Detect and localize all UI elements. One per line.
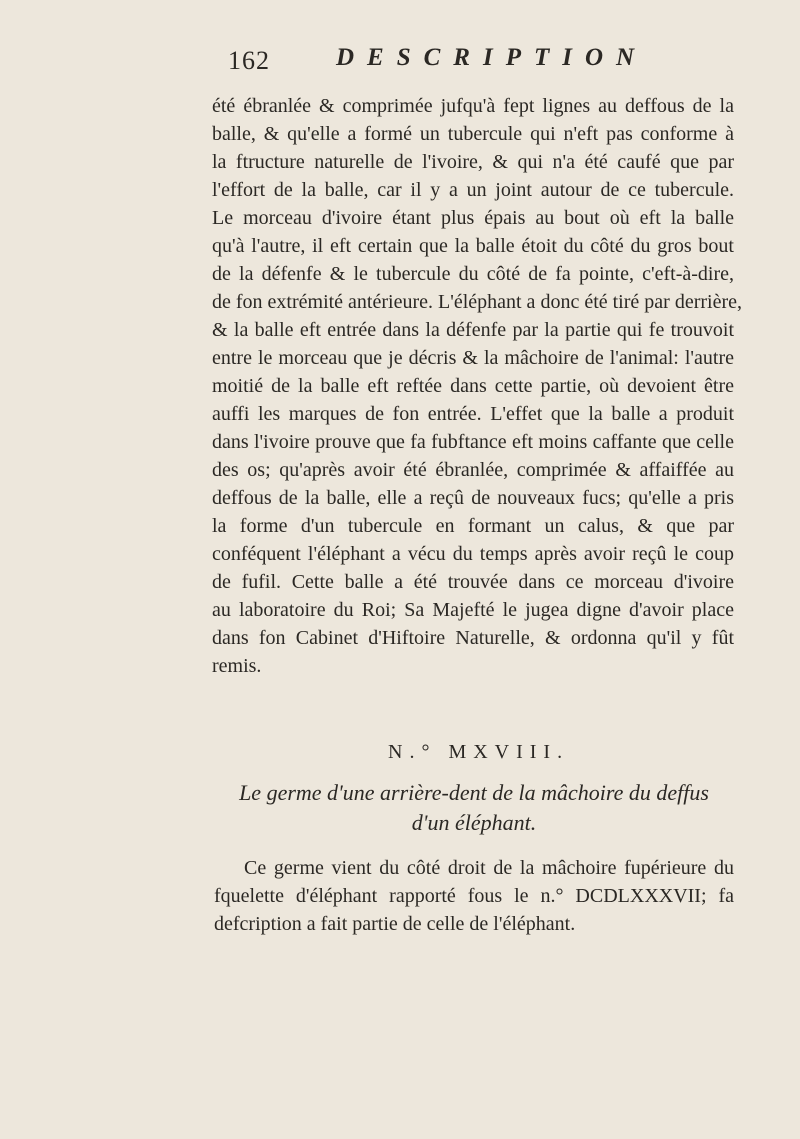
text-line: Le morceau d'ivoire étant plus épais au bout où eft la balle [212,207,734,229]
text-line: deffous de la balle, elle a reçû de nouveaux fucs; qu'elle a pris [212,487,734,509]
text-line: la forme d'un tubercule en formant un calus, & que par [212,515,734,537]
text-line: balle, & qu'elle a formé un tubercule qui n'eft pas conforme à [212,123,734,145]
text-line: remis. [212,655,262,677]
page-header [228,44,648,84]
text-line: au laboratoire du Roi; Sa Majefté le jugea digne d'avoir place [212,599,734,621]
section-title-line: d'un éléphant. [411,810,537,835]
section-title-line: Le germe d'une arrière-dent de la mâchoire du deffus [239,780,709,805]
main-paragraph [212,92,742,680]
text-line: de la défenfe & le tubercule du côté de fa pointe, c'eft-à-dire, [212,263,734,285]
text-line: fquelette d'éléphant rapporté fous le n.° DCDLXXXVII; fa [214,885,734,907]
text-line: de fufil. Cette balle a été trouvée dans ce morceau d'ivoire [212,571,734,593]
text-line: la ftructure naturelle de l'ivoire, & qui n'a été caufé que par [212,151,734,173]
text-line: dans l'ivoire prouve que fa fubftance eft moins caffante que celle [212,431,734,453]
text-line: de fon extrémité antérieure. L'éléphant a donc été tiré par derrière, [212,291,742,313]
text-line: conféquent l'éléphant a vécu du temps après avoir reçû le coup [212,543,734,565]
text-line: moitié de la balle eft reftée dans cette partie, où devoient être [212,375,734,397]
text-line: dans fon Cabinet d'Hiftoire Naturelle, & ordonna qu'il y fût [212,627,734,649]
text-line: & la balle eft entrée dans la défenfe par la partie qui fe trouvoit [212,319,734,341]
text-line: auffi les marques de fon entrée. L'effet que la balle a produit [212,403,734,425]
text-line: entre le morceau que je décris & la mâchoire de l'animal: l'autre [212,347,734,369]
text-line: Ce germe vient du côté droit de la mâchoire fupérieure du [244,857,734,879]
section-paragraph [214,854,734,938]
section-title [214,778,734,838]
section-number: N.° MXVIII. [388,741,570,763]
text-line: été ébranlée & comprimée jufqu'à fept lignes au deffous de la [212,95,734,117]
text-line: qu'à l'autre, il eft certain que la balle étoit du côté du gros bout [212,235,734,257]
text-line: des os; qu'après avoir été ébranlée, comprimée & affaiffée au [212,459,734,481]
page-number: 162 [228,46,270,75]
running-title: DESCRIPTION [336,44,648,71]
text-line: l'effort de la balle, car il y a un joint autour de ce tubercule. [212,179,734,201]
text-line: defcription a fait partie de celle de l'éléphant. [214,913,576,935]
